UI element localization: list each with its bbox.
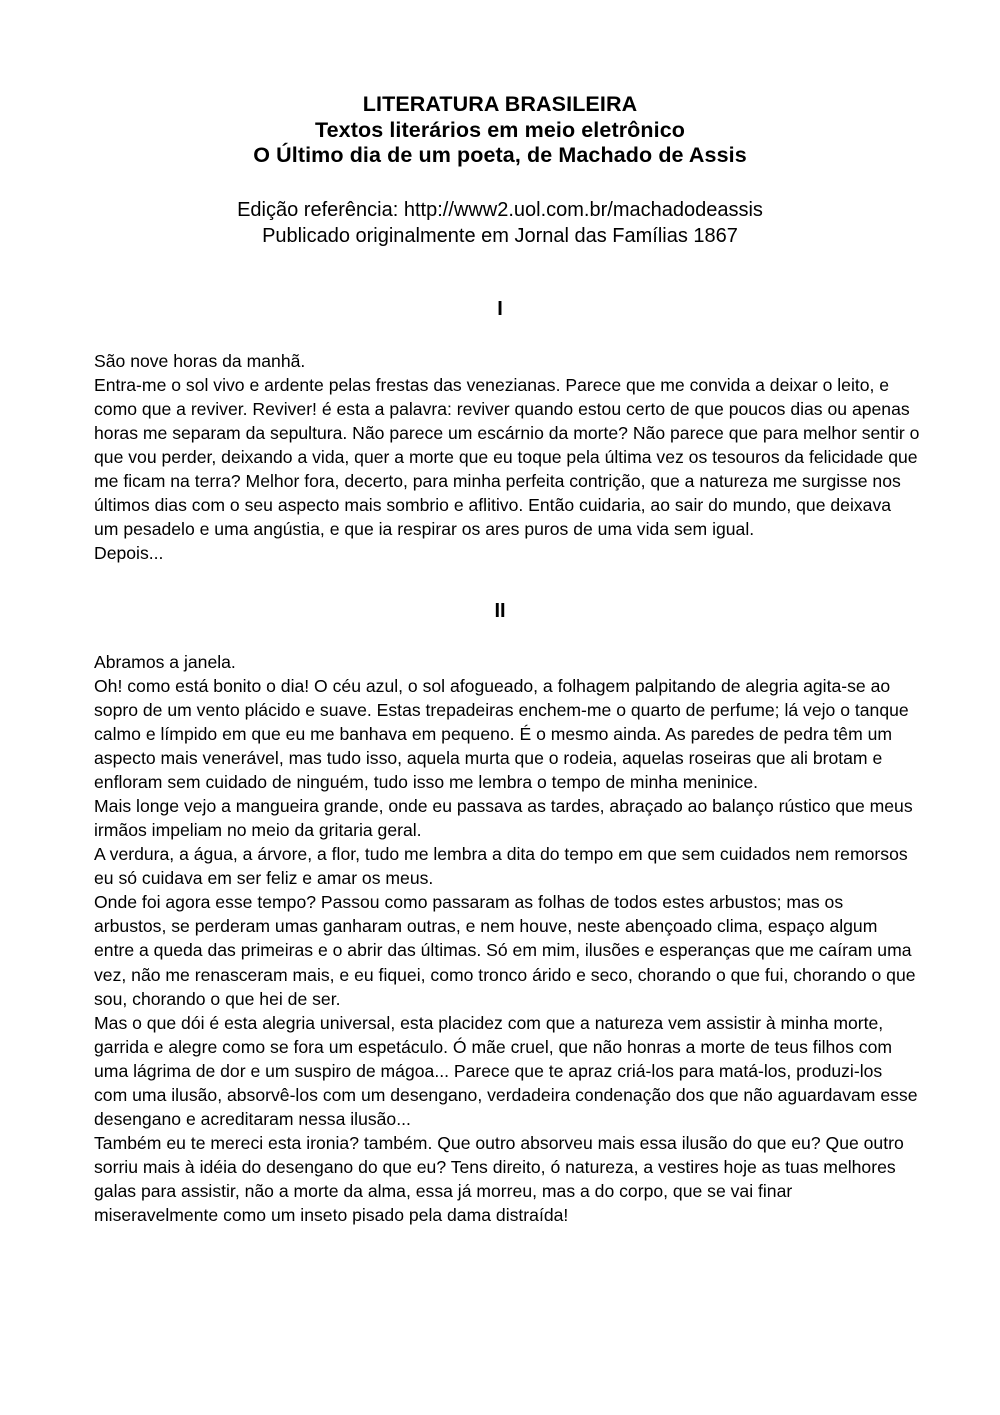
- paragraph: Depois...: [94, 542, 164, 563]
- publication-line: Publicado originalmente em Jornal das Famílias 1867: [262, 224, 738, 247]
- section-two-body: [94, 623, 920, 1227]
- section-one-body: [94, 321, 920, 565]
- edition-reference-line: Edição referência: http://www2.uol.com.br/machadodeassis: [237, 198, 763, 221]
- document-title-line-1: LITERATURA BRASILEIRA: [362, 92, 638, 116]
- title-block: [0, 0, 1000, 169]
- document-title-line-3: O Último dia de um poeta, de Machado de Assis: [253, 143, 747, 167]
- paragraph: Também eu te mereci esta ironia? também. Que outro absorveu mais essa ilusão do que eu? Que outro sorriu mais à idéia do desengano do que eu? Tens direito, ó natureza, a vestires hoje as tuas melhores galas para assistir, não a morte da alma, essa já morreu, mas a do corpo, que se vai finar miseravelmente como um inseto pisado pela dama distraída!: [94, 1132, 904, 1225]
- paragraph: Onde foi agora esse tempo? Passou como passaram as folhas de todos estes arbustos; mas os arbustos, se perderam umas ganharam outras, e nem houve, neste abençoado clima, espaço algum entre a queda das primeiras e o abrir das últimas. Só em mim, ilusões e esperanças que me caíram uma vez, não me renasceram mais, e eu fiquei, como tronco árido e seco, chorando o que fui, chorando o que sou, chorando o que hei de ser.: [94, 892, 916, 1009]
- section-one: [0, 249, 1000, 565]
- section-heading-ii: II: [494, 599, 506, 622]
- paragraph: A verdura, a água, a árvore, a flor, tudo me lembra a dita do tempo em que sem cuidados nem remorsos eu só cuidava em ser feliz e amar os meus.: [94, 844, 908, 889]
- section-heading-i: I: [497, 297, 503, 320]
- paragraph: Oh! como está bonito o dia! O céu azul, o sol afogueado, a folhagem palpitando de alegria agita-se ao sopro de um vento plácido e suave. Estas trepadeiras enchem-me o quarto de perfume; lá vejo o tanque calmo e límpido em que eu me banhava em pequeno. É o mesmo ainda. As paredes de pedra têm um aspecto mais venerável, mas tudo isso, aquela murta que o rodeia, aquelas roseiras que ali brotam e enfloram sem cuidado de ninguém, tudo isso me lembra o tempo de minha meninice.: [94, 675, 909, 793]
- document-title-line-2: Textos literários em meio eletrônico: [314, 117, 685, 142]
- paragraph: Abramos a janela.: [94, 651, 236, 672]
- section-two: [0, 565, 1000, 1227]
- paragraph: Mas o que dói é esta alegria universal, esta placidez com que a natureza vem assistir à minha morte, garrida e alegre como se fora um espetáculo. Ó mãe cruel, que não honras a morte de teus filhos com uma lágrima de dor e um suspiro de mágoa... Parece que te apraz criá-los para matá-los, produzi-los com uma ilusão, absorvê-los com um desengano, verdadeira condenação dos que não aguardavam esse desengano e acreditaram nessa ilusão...: [94, 1012, 918, 1129]
- edition-info-block: [0, 169, 1000, 249]
- paragraph: Entra-me o sol vivo e ardente pelas frestas das venezianas. Parece que me convida a deixar o leito, e como que a reviver. Reviver! é esta a palavra: reviver quando estou certo de que poucos dias ou apenas horas me separam da sepultura. Não parece um escárnio da morte? Não parece que para melhor sentir o que vou perder, deixando a vida, quer a morte que eu toque pela última vez os tesouros da felicidade que me ficam na terra? Melhor fora, decerto, para minha perfeita contrição, que a natureza me surgisse nos últimos dias com o seu aspecto mais sombrio e aflitivo. Então cuidaria, ao sair do mundo, que deixava um pesadelo e uma angústia, e que ia respirar os ares puros de uma vida sem igual.: [94, 374, 920, 539]
- paragraph: São nove horas da manhã.: [94, 350, 306, 371]
- paragraph: Mais longe vejo a mangueira grande, onde eu passava as tardes, abraçado ao balanço rústico que meus irmãos impeliam no meio da gritaria geral.: [94, 796, 913, 841]
